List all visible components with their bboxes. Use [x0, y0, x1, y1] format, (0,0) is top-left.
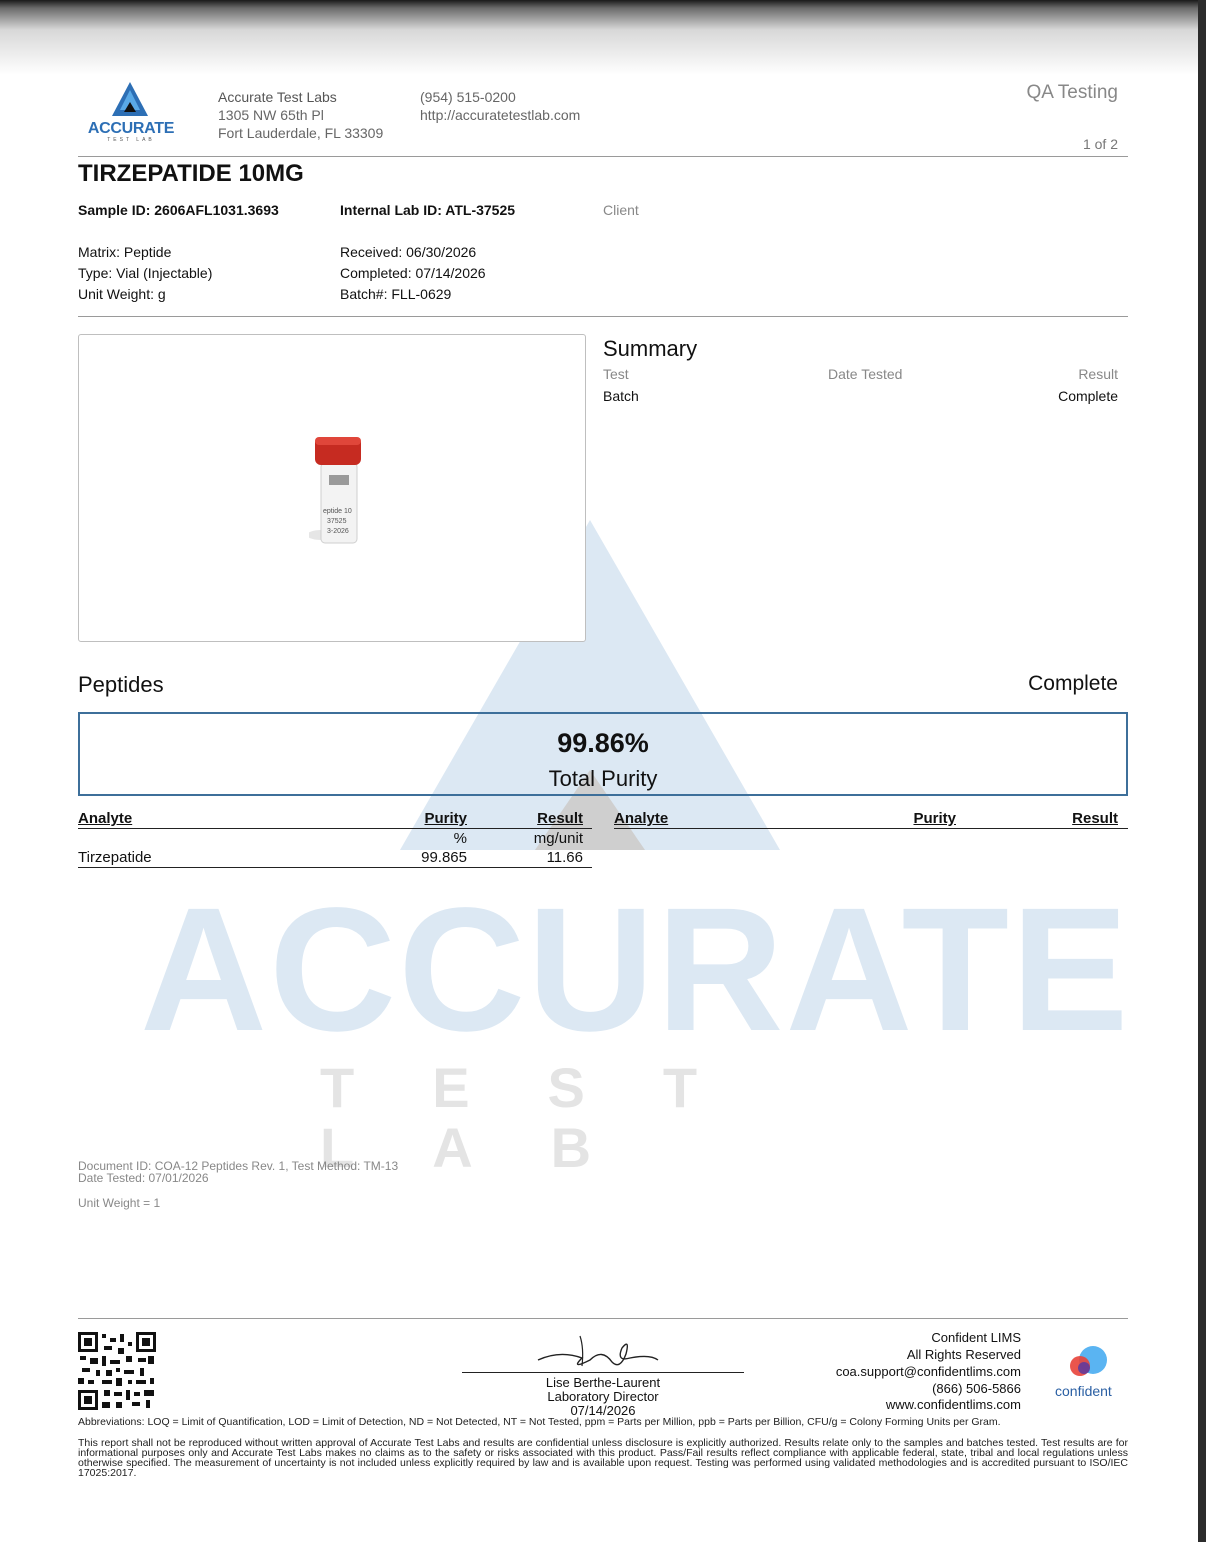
col-analyte-2: Analyte	[614, 810, 669, 827]
batch-number: Batch#: FLL-0629	[340, 286, 452, 302]
unit-purity: %	[453, 830, 467, 847]
sample-photo	[78, 334, 586, 642]
summary-col-result: Result	[1078, 366, 1118, 382]
signer-role: Laboratory Director	[547, 1389, 659, 1404]
qr-code-icon	[78, 1332, 156, 1410]
row-purity: 99.865	[421, 849, 467, 866]
vial-label-line-1: eptide 10	[323, 508, 352, 515]
internal-lab-id: Internal Lab ID: ATL-37525	[340, 202, 516, 218]
lims-name: Confident LIMS	[931, 1330, 1021, 1345]
confident-logo-icon	[1066, 1344, 1112, 1382]
watermark-subtitle: TEST LAB	[320, 1056, 776, 1179]
unit-weight: Unit Weight: g	[78, 286, 166, 302]
summary-row-result: Complete	[1058, 388, 1118, 404]
peptides-title: Peptides	[78, 672, 164, 697]
lims-phone: (866) 506-5866	[932, 1381, 1021, 1396]
signature-date: 07/14/2026	[570, 1403, 636, 1418]
footer-divider	[78, 1318, 1128, 1319]
right-edge-shadow	[1198, 0, 1206, 1542]
info-divider	[78, 316, 1128, 317]
confident-logo-text: confident	[1055, 1383, 1112, 1399]
summary-title: Summary	[603, 336, 698, 361]
client-label: Client	[603, 202, 639, 218]
completed-date: Completed: 07/14/2026	[340, 265, 486, 281]
lab-name: Accurate Test Labs	[218, 89, 337, 105]
summary-row-test: Batch	[603, 388, 639, 404]
lab-website-link[interactable]: http://accuratetestlab.com	[420, 107, 581, 123]
total-purity-box	[78, 712, 1128, 796]
col-purity: Purity	[424, 810, 467, 827]
logo-word: ACCURATE	[87, 120, 175, 137]
signature-image	[530, 1330, 670, 1374]
col-result: Result	[537, 810, 583, 827]
summary-col-date: Date Tested	[828, 366, 903, 382]
date-tested: Date Tested: 07/01/2026	[78, 1171, 209, 1185]
lims-email-link[interactable]: coa.support@confidentlims.com	[835, 1364, 1021, 1379]
total-purity-value: 99.86%	[557, 728, 649, 758]
header-divider	[78, 156, 1128, 157]
row-analyte: Tirzepatide	[78, 849, 152, 866]
sample-type: Type: Vial (Injectable)	[78, 265, 213, 281]
peptides-status: Complete	[1028, 672, 1118, 695]
lims-rights: All Rights Reserved	[906, 1347, 1021, 1362]
unit-result: mg/unit	[533, 830, 583, 847]
lab-address-2: Fort Lauderdale, FL 33309	[218, 125, 384, 141]
document-id: Document ID: COA-12 Peptides Rev. 1, Test Method: TM-13	[78, 1159, 399, 1173]
vial-label-line-2: 37525	[327, 518, 347, 525]
matrix: Matrix: Peptide	[78, 244, 172, 260]
lab-address-1: 1305 NW 65th Pl	[218, 107, 324, 123]
vial-image	[309, 435, 369, 550]
vial-label-line-3: 3-2026	[327, 528, 349, 535]
row-result: 11.66	[546, 849, 583, 866]
table-header-rule	[78, 828, 592, 829]
top-shadow	[0, 0, 1198, 90]
table-row-rule	[78, 867, 592, 868]
signer-name: Lise Berthe-Laurent	[545, 1375, 661, 1390]
total-purity-label: Total Purity	[548, 766, 658, 791]
page-indicator: 1 of 2	[1082, 136, 1118, 152]
table-header-rule-2	[614, 828, 1128, 829]
product-title: TIRZEPATIDE 10MG	[78, 160, 304, 187]
summary-col-test: Test	[603, 366, 629, 382]
lims-website-link[interactable]: www.confidentlims.com	[885, 1397, 1021, 1412]
col-analyte: Analyte	[78, 810, 133, 827]
received-date: Received: 06/30/2026	[340, 244, 477, 260]
lab-phone: (954) 515-0200	[420, 89, 516, 105]
logo-subtitle: TEST LAB	[107, 137, 155, 143]
signature-line	[462, 1372, 744, 1373]
disclaimer: This report shall not be reproduced without written approval of Accurate Test Labs and results are confidential unless disclosure is explicitly authorized. Results relate only to the samples and batches tested. Test results are for informational purposes only and Accurate Test Labs makes no claims as to the safety or risks associated with this product. Pass/Fail results reflect compliance with applicable federal, state, tribal and local regulations unless otherwise specified. The measurement of uncertainty is not included unless explicitly required by law and is available upon request. Testing was performed using validated methodologies and is accredited pursuant to ISO/IEC 17025:2017.	[78, 1437, 1128, 1479]
col-purity-2: Purity	[913, 810, 956, 827]
abbreviations: Abbreviations: LOQ = Limit of Quantification, LOD = Limit of Detection, ND = Not Detected, NT = Not Tested, ppm = Parts per Million, ppb = Parts per Billion, CFU/g = Colony Forming Units per Gram.	[78, 1416, 1001, 1428]
col-result-2: Result	[1072, 810, 1118, 827]
watermark-word: ACCURATE	[140, 872, 1131, 1068]
qa-testing-label: QA Testing	[1026, 82, 1118, 103]
sample-id: Sample ID: 2606AFL1031.3693	[78, 202, 279, 218]
unit-weight-note: Unit Weight = 1	[78, 1196, 161, 1210]
